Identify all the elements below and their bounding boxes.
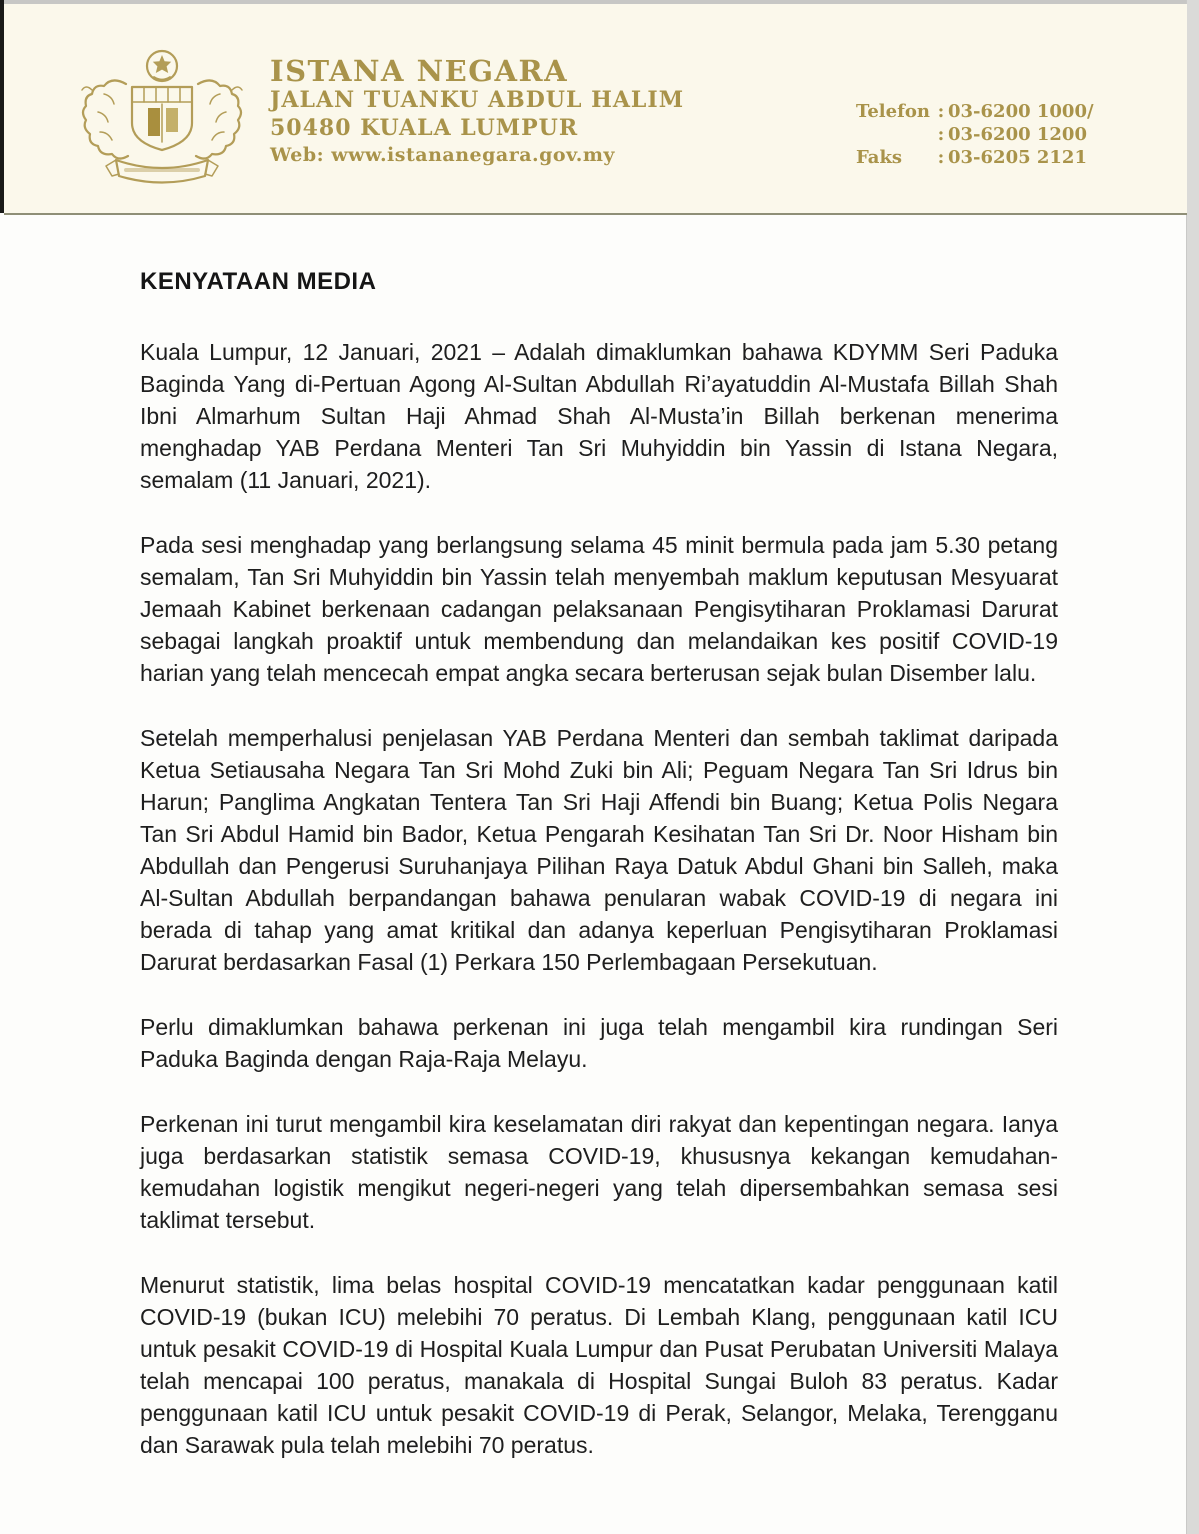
scan-edge-left <box>0 0 4 213</box>
scan-edge-right <box>1186 0 1199 1534</box>
org-address-line1: JALAN TUANKU ABDUL HALIM <box>270 87 685 113</box>
paragraph-5: Perkenan ini turut mengambil kira keselamatan diri rakyat dan kepentingan negara. Ianya juga berdasarkan statistik semasa COVID-19, khususnya kekangan kemudahan-kemudahan logistik mengikut negeri-negeri yang telah dipersembahkan semasa sesi taklimat tersebut. <box>140 1111 1058 1233</box>
contact-value: 03-6205 2121 <box>948 147 1087 168</box>
contact-label: Faks <box>856 147 903 168</box>
malaysia-coat-of-arms-icon <box>74 42 250 192</box>
org-website: Web: www.istananegara.gov.my <box>270 144 615 166</box>
paragraph-2: Pada sesi menghadap yang berlangsung selama 45 minit bermula pada jam 5.30 petang semalam, Tan Sri Muhyiddin bin Yassin telah menyembah maklum keputusan Mesyuarat Jemaah Kabinet berkenaan cadangan pelaksanaan Pengisytiharan Proklamasi Darurat sebagai langkah proaktif untuk membendung dan melandaikan kes positif COVID-19 harian yang telah mencecah empat angka secara berterusan sejak bulan Disember lalu. <box>140 532 1058 686</box>
contact-separator: : <box>937 101 945 122</box>
org-name: ISTANA NEGARA <box>270 54 569 88</box>
paragraph-3: Setelah memperhalusi penjelasan YAB Perdana Menteri dan sembah taklimat daripada Ketua Setiausaha Negara Tan Sri Mohd Zuki bin Ali; Peguam Negara Tan Sri Idrus bin Harun; Panglima Angkatan Tentera Tan Sri Haji Affendi bin Buang; Ketua Polis Negara Tan Sri Abdul Hamid bin Bador, Ketua Pengarah Kesihatan Tan Sri Dr. Noor Hisham bin Abdullah dan Pengerusi Suruhanjaya Pilihan Raya Datuk Abdul Ghani bin Salleh, maka Al-Sultan Abdullah berpandangan bahawa penularan wabak COVID-19 di negara ini berada di tahap yang amat kritikal dan adanya keperluan Pengisytiharan Proklamasi Darurat berdasarkan Fasal (1) Perkara 150 Perlembagaan Persekutuan. <box>140 725 1058 975</box>
contact-block <box>856 100 1094 169</box>
document-title: KENYATAAN MEDIA <box>140 268 377 295</box>
document-body <box>140 268 1058 1494</box>
contact-separator: : <box>937 124 945 145</box>
contact-value: 03-6200 1000/ <box>948 101 1094 122</box>
contact-label: Telefon <box>856 101 930 122</box>
contact-separator: : <box>937 147 945 168</box>
org-address-line2: 50480 KUALA LUMPUR <box>270 115 579 141</box>
contact-row-telefon-2 <box>856 123 1094 146</box>
paragraph-6: Menurut statistik, lima belas hospital COVID-19 mencatatkan kadar penggunaan katil COVID-19 (bukan ICU) melebihi 70 peratus. Di Lembah Klang, penggunaan katil ICU untuk pesakit COVID-19 di Hospital Kuala Lumpur dan Pusat Perubatan Universiti Malaya telah mencapai 100 peratus, manakala di Hospital Sungai Buloh 83 peratus. Kadar penggunaan katil ICU untuk pesakit COVID-19 di Perak, Selangor, Melaka, Terengganu dan Sarawak pula telah melebihi 70 peratus. <box>140 1272 1058 1458</box>
contact-label <box>856 123 934 146</box>
paragraph-1: Kuala Lumpur, 12 Januari, 2021 – Adalah dimaklumkan bahawa KDYMM Seri Paduka Baginda Yang di-Pertuan Agong Al-Sultan Abdullah Ri’ayatuddin Al-Mustafa Billah Shah Ibni Almarhum Sultan Haji Ahmad Shah Al-Musta’in Billah berkenan menerima menghadap YAB Perdana Menteri Tan Sri Muhyiddin bin Yassin di Istana Negara, semalam (11 Januari, 2021). <box>140 339 1058 493</box>
letterhead-text-block <box>270 56 684 169</box>
letterhead <box>4 4 1187 215</box>
contact-row-faks <box>856 146 1094 169</box>
contact-row-telefon <box>856 100 1094 123</box>
paragraph-4: Perlu dimaklumkan bahawa perkenan ini juga telah mengambil kira rundingan Seri Paduka Baginda dengan Raja-Raja Melayu. <box>140 1014 1058 1072</box>
contact-value: 03-6200 1200 <box>948 124 1087 145</box>
